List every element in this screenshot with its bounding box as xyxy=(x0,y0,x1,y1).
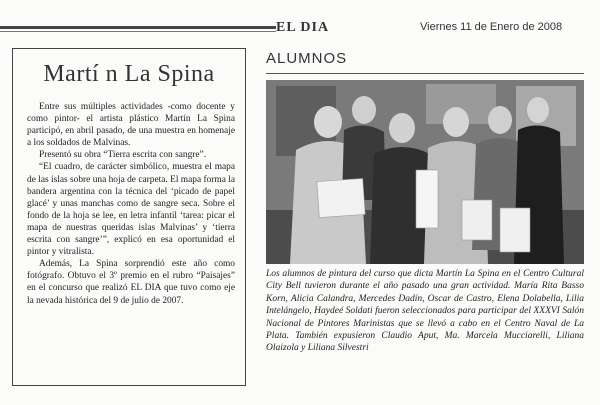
masthead-rule-thin xyxy=(0,31,276,32)
group-photo-illustration xyxy=(266,80,584,264)
section-heading: ALUMNOS xyxy=(266,50,348,67)
group-photo xyxy=(266,80,584,264)
article-paragraph: Presentó su obra “Tierra escrita con sangre”. xyxy=(39,150,207,161)
article-title: Martí n La Spina xyxy=(43,61,215,87)
newspaper-name: EL DIA xyxy=(276,20,330,35)
article-paragraph: “El cuadro, de carácter simbólico, muestra el mapa de las islas sobre una hoja de carpeta. El mapa forma la bandera argentina con la técnica del ‘picado de papel glacé’ y unas manchas como de sangre seca. Sobre el fondo de la hoja se lee, en letra infantil ‘tarea: picar el mapa de nuestras queridas islas Malvinas’ y ‘tierra escrita con sangre’”, explicó en esa oportunidad el pintor y vitralista. xyxy=(27,162,235,258)
article-body xyxy=(27,101,235,307)
issue-date: Viernes 11 de Enero de 2008 xyxy=(420,21,563,33)
article-paragraph: Además, La Spina sorprendió este año como fotógrafo. Obtuvo el 3º premio en el rubro “Paisajes” en el concurso que realizó EL DIA que tuvo como eje la nevada histórica del 9 de julio de 2007. xyxy=(27,259,235,306)
masthead-rule xyxy=(0,26,276,29)
section-rule xyxy=(266,73,584,74)
article-box xyxy=(12,48,246,386)
photo-caption: Los alumnos de pintura del curso que dicta Martín La Spina en el Centro Cultural City Bell tuvieron durante el año pasado una gran actividad. María Rita Basso Korn, Alicia Calandra, Mercedes Dadín, Oscar de Castro, Elena Dolabella, Lilia Intelángelo, Haydeé Soldati fueron seleccionados para participar del XXXVI Salón Nacional de Pintores Marinistas que se llevó a cabo en el Centro Naval de La Plata. También expusieron Claudio Aput, Ma. Marcela Mucciarelli, Liliana Olaizola y Liliana Silvestri xyxy=(266,269,584,354)
article-paragraph: Entre sus múltiples actividades -como docente y como pintor- el artista plástico Martín La Spina participó, en abril pasado, de una muestra en homenaje a los soldados de Malvinas. xyxy=(27,102,235,149)
